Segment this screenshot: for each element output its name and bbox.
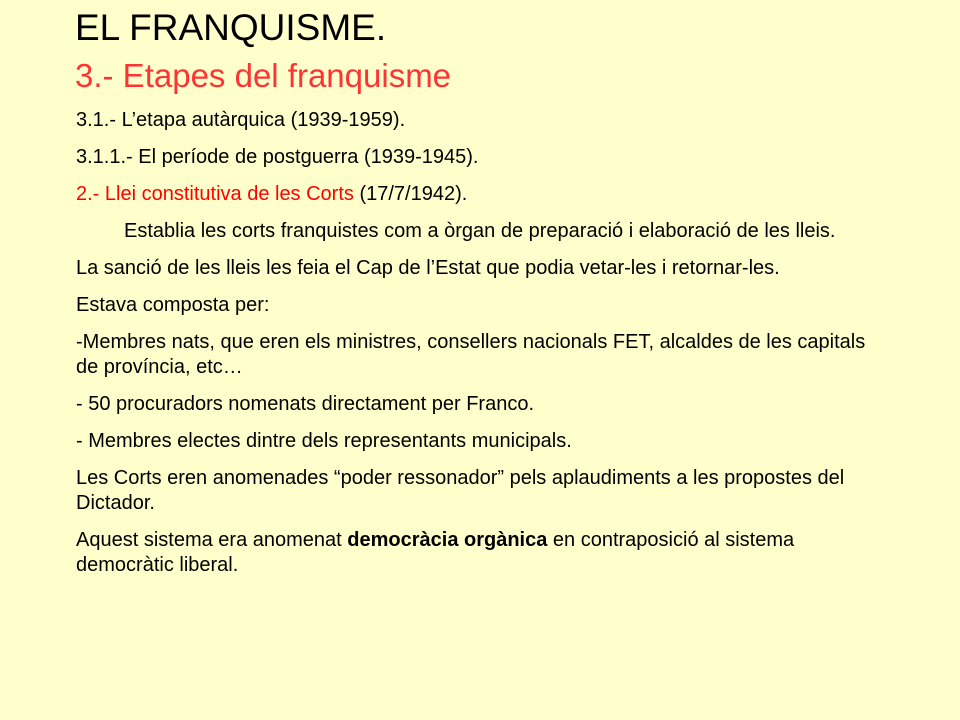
list-item-membres-electes: - Membres electes dintre dels representants municipals. [76, 430, 572, 452]
list-item-procuradors: - 50 procuradors nomenats directament per Franco. [76, 393, 534, 415]
slide-subtitle: 3.- Etapes del franquisme [75, 57, 452, 94]
paragraph-corts-role: Establia les corts franquistes com a òrgan de preparació i elaboració de les lleis. [124, 220, 836, 242]
law-title: 2.- Llei constitutiva de les Corts [76, 183, 354, 205]
list-item-membres-nats: -Membres nats, que eren els ministres, consellers nacionals FET, alcaldes de les capitals de província, etc… [76, 331, 866, 378]
law-heading [76, 182, 876, 207]
slide-body [76, 108, 876, 578]
paragraph-composicio: Estava composta per: [76, 294, 270, 316]
paragraph-poder-ressonador: Les Corts eren anomenades “poder ressonador” pels aplaudiments a les propostes del Dictador. [76, 467, 845, 514]
section-heading-postguerra: 3.1.1.- El període de postguerra (1939-1945). [76, 146, 479, 168]
text-segment: Aquest sistema era anomenat [76, 529, 348, 551]
slide-title: EL FRANQUISME. [75, 7, 387, 48]
text-segment: en contraposició al sistema democràtic liberal. [76, 529, 795, 576]
paragraph-sancio: La sanció de les lleis les feia el Cap de l’Estat que podia vetar-les i retornar-les. [76, 257, 780, 279]
section-heading-autarquica: 3.1.- L’etapa autàrquica (1939-1959). [76, 109, 406, 131]
bold-term: democràcia orgànica [347, 529, 548, 551]
law-date: (17/7/1942). [353, 183, 468, 205]
paragraph-democracia-organica [76, 528, 876, 578]
